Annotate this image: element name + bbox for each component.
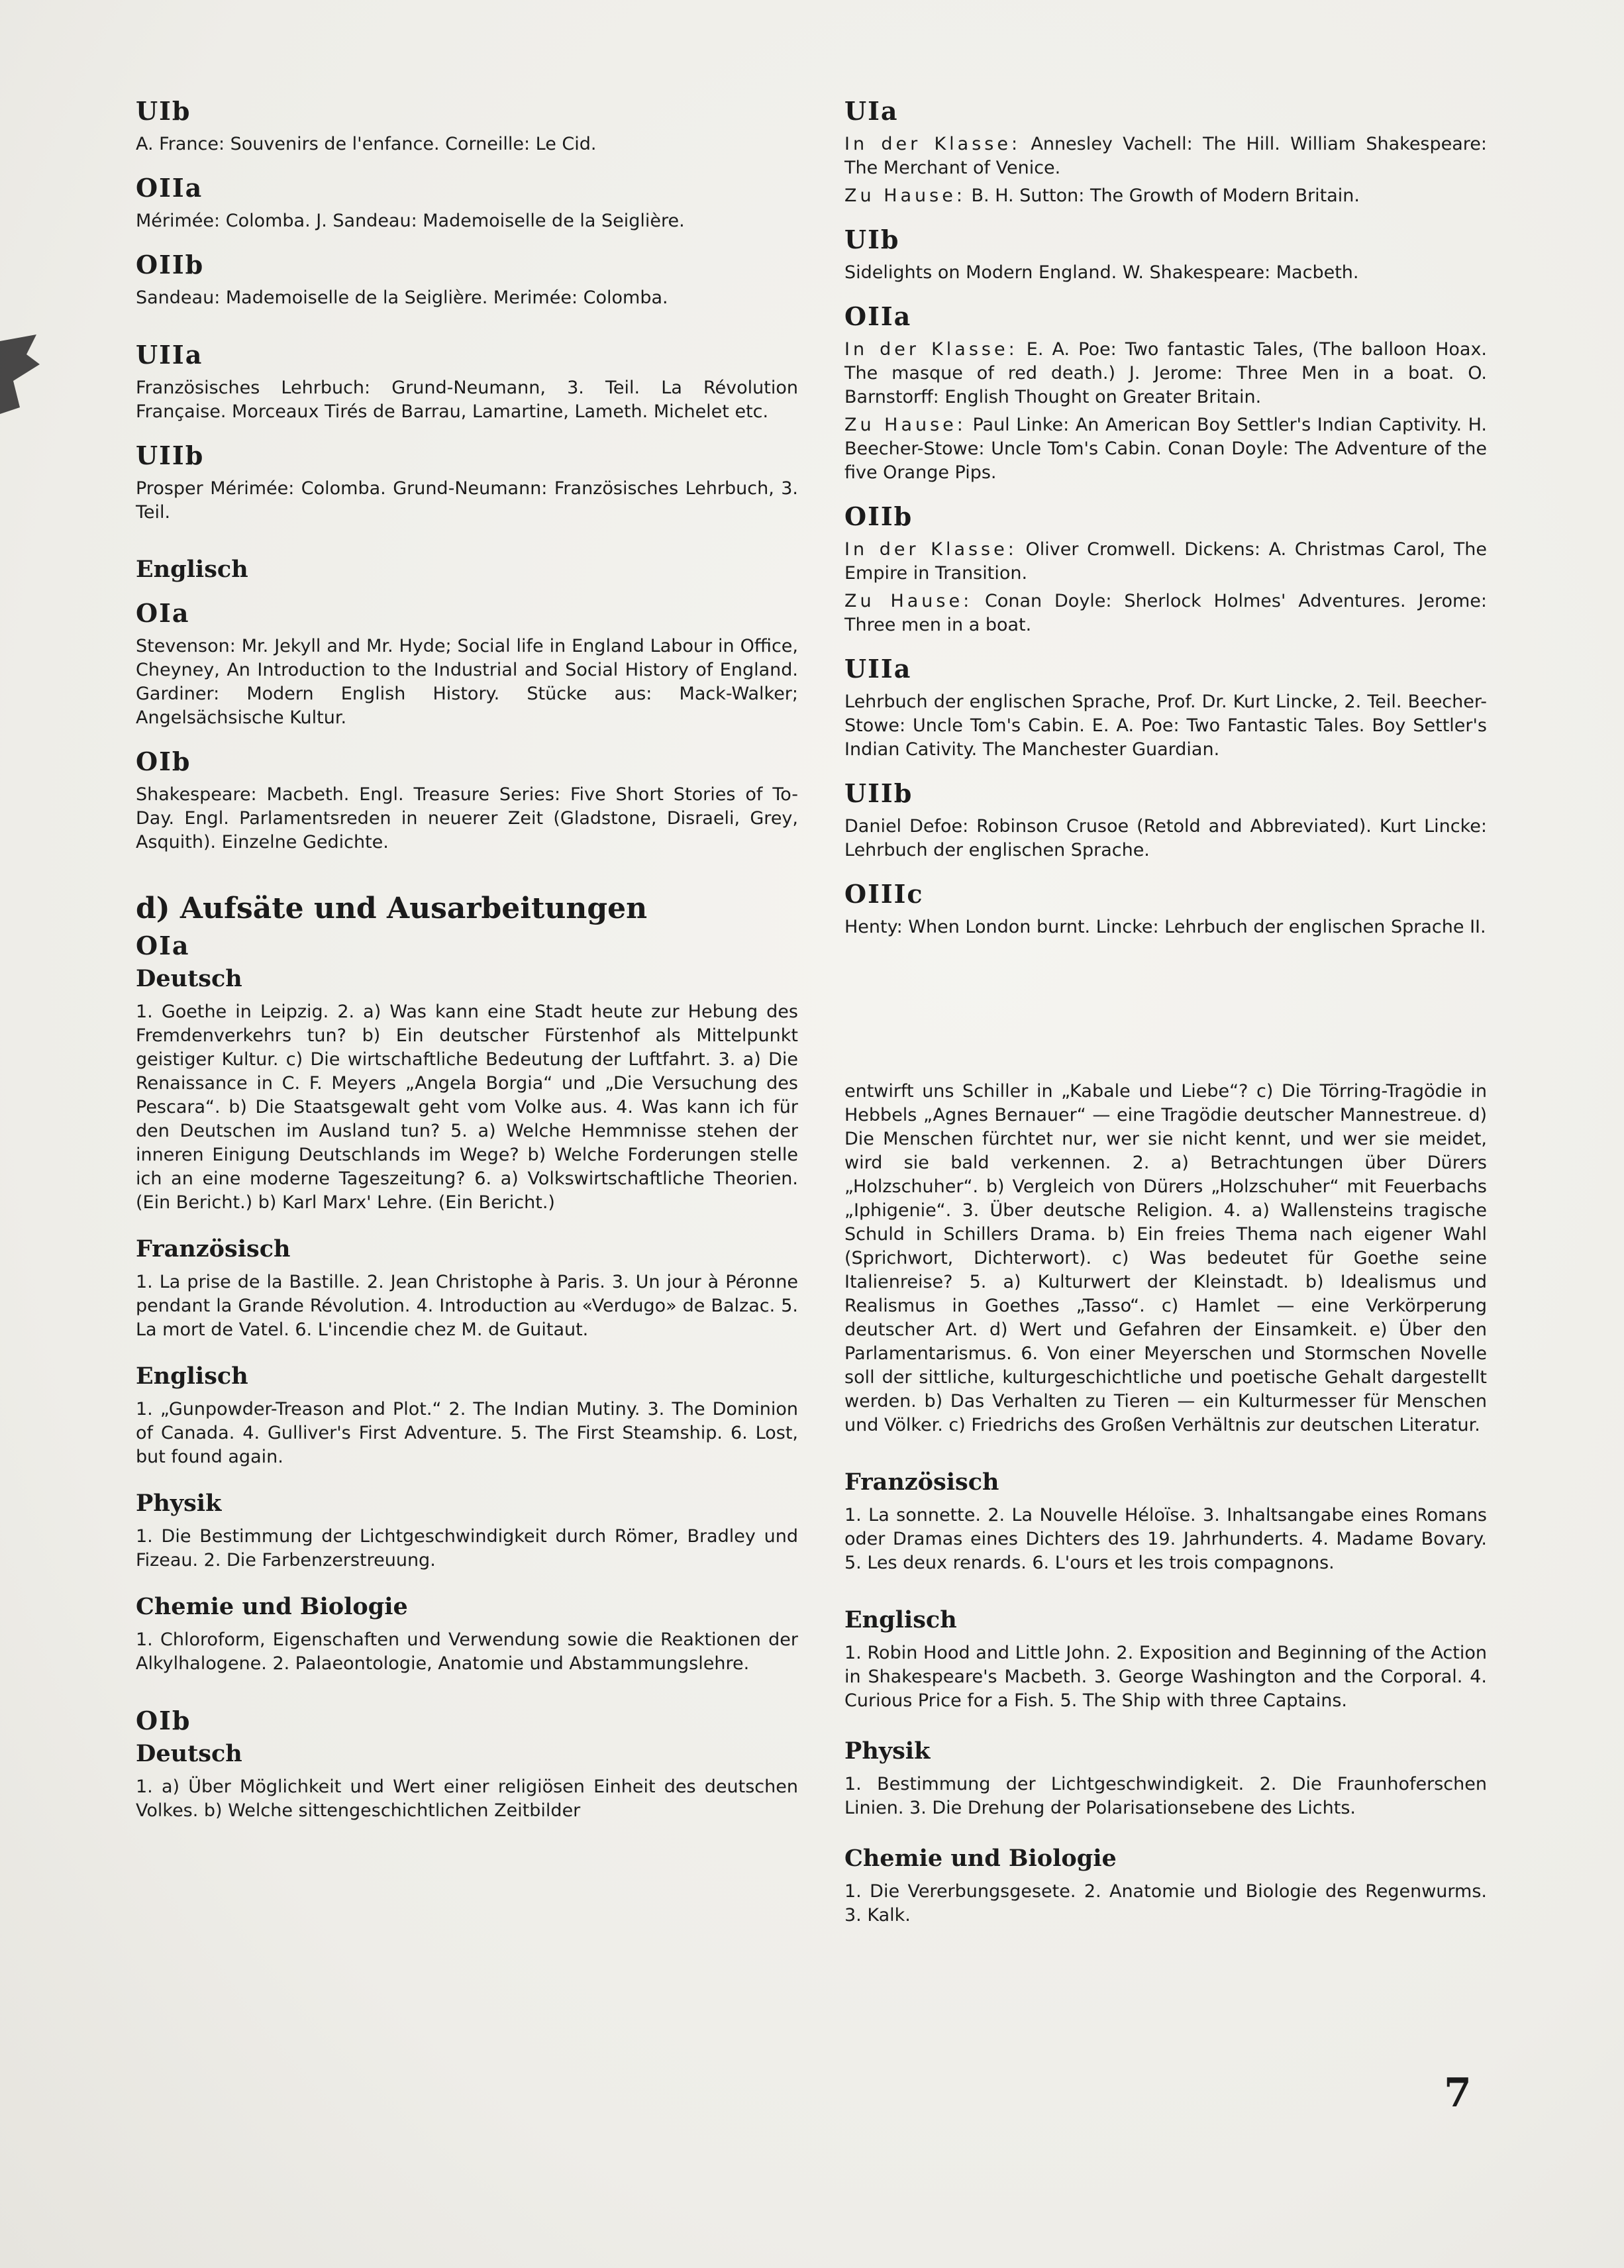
text-r-engl: 1. Robin Hood and Little John. 2. Exposition and Beginning of the Action in Shakespeare's Macbeth. 3. George Washington and the Corporal. 4. Curious Price for a Fish. 5. The Ship with three Captains.	[844, 1643, 1487, 1711]
heading-o2a: OIIa	[136, 173, 203, 203]
heading-r-u2b: UIIb	[844, 778, 913, 808]
text-r-o2a-hause	[844, 413, 1487, 485]
heading-u2b: UIIb	[136, 440, 205, 470]
heading-o2b: OIIb	[136, 250, 205, 280]
heading-r-o2a: OIIa	[844, 301, 912, 331]
heading-r-o3c: OIIIc	[844, 879, 924, 909]
heading-r-franz: Französisch	[844, 1469, 999, 1496]
text-d-o1a-chemie: 1. Chloroform, Eigenschaften und Verwendung sowie die Reaktionen der Alkylhalogene. 2. Palaeontologie, Anatomie und Abstammungslehre.	[136, 1629, 798, 1674]
heading-d-o1a-franz: Französisch	[136, 1235, 291, 1263]
label-r-o2a-klasse: In der Klasse:	[844, 339, 1018, 360]
text-d-o1a-engl: 1. „Gunpowder-Treason and Plot.“ 2. The Indian Mutiny. 3. The Dominion of Canada. 4. Gulliver's First Adventure. 5. The First Steamship. 6. Lost, but found again.	[136, 1399, 798, 1467]
heading-englisch: Englisch	[136, 556, 248, 583]
heading-r-physik: Physik	[844, 1737, 931, 1765]
heading-d-o1a-chemie: Chemie und Biologie	[136, 1593, 408, 1620]
text-r-u1a-klasse	[844, 132, 1487, 180]
heading-r-u1b: UIb	[844, 225, 900, 254]
heading-d-o1b-deutsch: Deutsch	[136, 1740, 242, 1767]
heading-d-o1a-physik: Physik	[136, 1490, 222, 1517]
heading-d-o1a-engl: Englisch	[136, 1363, 248, 1390]
heading-o1a: OIa	[136, 598, 190, 628]
label-r-u1a-klasse: In der Klasse:	[844, 134, 1021, 154]
value-r-o2a-klasse: E. A. Poe: Two fantastic Tales, (The balloon Hoax. The masque of red death.) J. Jerome: Three Men in a boat. O. Barnstorff: English Thought on Greater Britain.	[844, 339, 1488, 407]
text-r-o2a-klasse	[844, 338, 1487, 409]
value-r-u1a-klasse: Annesley Vachell: The Hill. William Shakespeare: The Merchant of Venice.	[844, 134, 1488, 178]
heading-r-chemie: Chemie und Biologie	[844, 1845, 1117, 1872]
text-d-o1a-franz: 1. La prise de la Bastille. 2. Jean Christophe à Paris. 3. Un jour à Péronne pendant la Grande Révolution. 4. Introduction au «Verdugo» de Balzac. 5. La mort de Vatel. 6. L'incendie chez M. de Guitaut.	[136, 1272, 798, 1340]
heading-o1b: OIb	[136, 747, 191, 776]
text-d-o1b-deutsch: 1. a) Über Möglichkeit und Wert einer religiösen Einheit des deutschen Volkes. b) Welche sittengeschichtlichen Zeitbilder	[136, 1777, 798, 1821]
heading-u1b: UIb	[136, 96, 191, 126]
value-r-o2b-klasse: Oliver Cromwell. Dickens: A. Christmas Carol, The Empire in Transition.	[844, 539, 1487, 584]
text-r-u2a: Lehrbuch der englischen Sprache, Prof. Dr. Kurt Lincke, 2. Teil. Beecher-Stowe: Uncle Tom's Cabin. E. A. Poe: Two Fantastic Tales. Boy Settler's Indian Cativity. The Manchester Guardian.	[844, 692, 1487, 760]
text-r-u1b: Sidelights on Modern England. W. Shakespeare: Macbeth.	[844, 262, 1359, 283]
text-o1b: Shakespeare: Macbeth. Engl. Treasure Series: Five Short Stories of To-Day. Engl. Parlamentsreden in neuerer Zeit (Gladstone, Disraeli, Grey, Asquith). Einzelne Gedichte.	[136, 784, 798, 852]
right-column-upper	[844, 96, 1488, 943]
right-column-lower	[844, 1080, 1487, 1932]
text-r-u1a-hause	[844, 184, 1487, 208]
heading-u2a: UIIa	[136, 340, 203, 370]
text-r-continuation: entwirft uns Schiller in „Kabale und Liebe“? c) Die Törring-Tragödie in Hebbels „Agnes Bernauer“ — eine Tragödie deutscher Mannestreue. d) Die Menschen fürchtet nur, wer sie nicht kennt, und wer sie meidet, wird sie bald verkennen. 2. a) Betrachtungen über Dürers „Holzschuher“. b) Vergleich von Dürers „Holzschuher“ mit Feuerbachs „Iphigenie“. 3. Über deutsche Religion. 4. a) Wallensteins tragische Schuld in Schillers Drama. b) Ein freies Thema nach eigener Wahl (Sprichwort, Dichterwort). c) Was bedeutet für Goethe seine Italienreise? 5. a) Kulturwert der Kleinstadt. b) Idealismus und Realismus in Goethes „Tasso“. c) Hamlet — eine Verkörperung deutscher Art. d) Wert und Gefahren der Einsamkeit. e) Über den Parlamentarismus. 6. Von einer Meyerschen und Stormschen Novelle soll der sittliche, kulturgeschichtliche und poetische Gehalt dargestellt werden. b) Das Verhalten zu Tieren — ein Kulturmesser für Menschen und Völker. c) Friedrichs des Großen Verhältnis zur deutschen Literatur.	[844, 1081, 1487, 1435]
label-r-o2b-hause: Zu Hause:	[844, 591, 973, 611]
text-d-o1a-physik: 1. Die Bestimmung der Lichtgeschwindigkeit durch Römer, Bradley und Fizeau. 2. Die Farbenzerstreuung.	[136, 1526, 798, 1571]
heading-r-o2b: OIIb	[844, 501, 913, 531]
heading-r-u1a: UIa	[844, 96, 899, 126]
text-o1a: Stevenson: Mr. Jekyll and Mr. Hyde; Social life in England Labour in Office, Cheyney, An Introduction to the Industrial and Social History of England. Gardiner: Modern English History. Stücke aus: Mack-Walker; Angelsächsische Kultur.	[136, 636, 798, 728]
page-number: 7	[1444, 2070, 1472, 2116]
text-r-o3c: Henty: When London burnt. Lincke: Lehrbuch der englischen Sprache II.	[844, 917, 1486, 937]
text-u1b: A. France: Souvenirs de l'enfance. Corneille: Le Cid.	[136, 134, 597, 154]
heading-r-u2a: UIIa	[844, 654, 912, 684]
heading-d-o1a: OIa	[136, 931, 190, 960]
text-r-physik: 1. Bestimmung der Lichtgeschwindigkeit. 2. Die Fraunhoferschen Linien. 3. Die Drehung der Polarisationsebene des Lichts.	[844, 1774, 1487, 1818]
text-o2a: Mérimée: Colomba. J. Sandeau: Mademoiselle de la Seiglière.	[136, 211, 685, 231]
section-d-title: d) Aufsäte und Ausarbeitungen	[136, 892, 648, 925]
text-d-o1a-deutsch: 1. Goethe in Leipzig. 2. a) Was kann eine Stadt heute zur Hebung des Fremdenverkehrs tun? b) Ein deutscher Fürstenhof als Mittelpunkt geistiger Kultur. c) Die wirtschaftliche Bedeutung der Luftfahrt. 3. a) Die Renaissance in C. F. Meyers „Angela Borgia“ und „Die Versuchung des Pescara“. b) Die Staatsgewalt geht vom Volke aus. 4. Was kann ich für den Deutschen im Ausland tun? 5. a) Welche Hemmnisse stehen der inneren Einigung Deutschlands im Wege? b) Welche Forderungen stelle ich an eine moderne Tageszeitung? 6. a) Volkswirtschaftliche Theorien. (Ein Bericht.) b) Karl Marx' Lehre. (Ein Bericht.)	[136, 1002, 798, 1213]
value-r-o2a-hause: Paul Linke: An American Boy Settler's Indian Captivity. H. Beecher-Stowe: Uncle Tom's Cabin. Conan Doyle: The Adventure of the five Orange Pips.	[844, 415, 1487, 483]
value-r-u1a-hause: B. H. Sutton: The Growth of Modern Britain.	[971, 185, 1360, 206]
left-column	[136, 96, 798, 1827]
text-r-chemie: 1. Die Vererbungsgesete. 2. Anatomie und Biologie des Regenwurms. 3. Kalk.	[844, 1881, 1487, 1926]
label-r-o2a-hause: Zu Hause:	[844, 415, 966, 435]
text-u2b: Prosper Mérimée: Colomba. Grund-Neumann: Französisches Lehrbuch, 3. Teil.	[136, 478, 798, 523]
text-r-franz: 1. La sonnette. 2. La Nouvelle Héloïse. 3. Inhaltsangabe eines Romans oder Dramas eines Dichters des 19. Jahrhunderts. 4. Madame Bovary. 5. Les deux renards. 6. L'ours et les trois compagnons.	[844, 1505, 1487, 1573]
heading-d-o1b: OIb	[136, 1706, 191, 1735]
text-r-u2b: Daniel Defoe: Robinson Crusoe (Retold and Abbreviated). Kurt Lincke: Lehrbuch der englischen Sprache.	[844, 816, 1487, 860]
heading-r-engl: Englisch	[844, 1606, 957, 1633]
text-o2b: Sandeau: Mademoiselle de la Seiglière. Merimée: Colomba.	[136, 287, 668, 308]
label-r-u1a-hause: Zu Hause:	[844, 185, 966, 206]
heading-d-o1a-deutsch: Deutsch	[136, 965, 242, 992]
torn-corner-mark	[0, 335, 46, 414]
text-r-o2b-hause	[844, 590, 1487, 637]
label-r-o2b-klasse: In der Klasse:	[844, 539, 1017, 560]
text-u2a: Französisches Lehrbuch: Grund-Neumann, 3. Teil. La Révolution Française. Morceaux Tirés de Barrau, Lamartine, Lameth. Michelet etc.	[136, 378, 798, 422]
text-r-o2b-klasse	[844, 538, 1487, 586]
value-r-o2b-hause: Conan Doyle: Sherlock Holmes' Adventures. Jerome: Three men in a boat.	[844, 591, 1487, 635]
